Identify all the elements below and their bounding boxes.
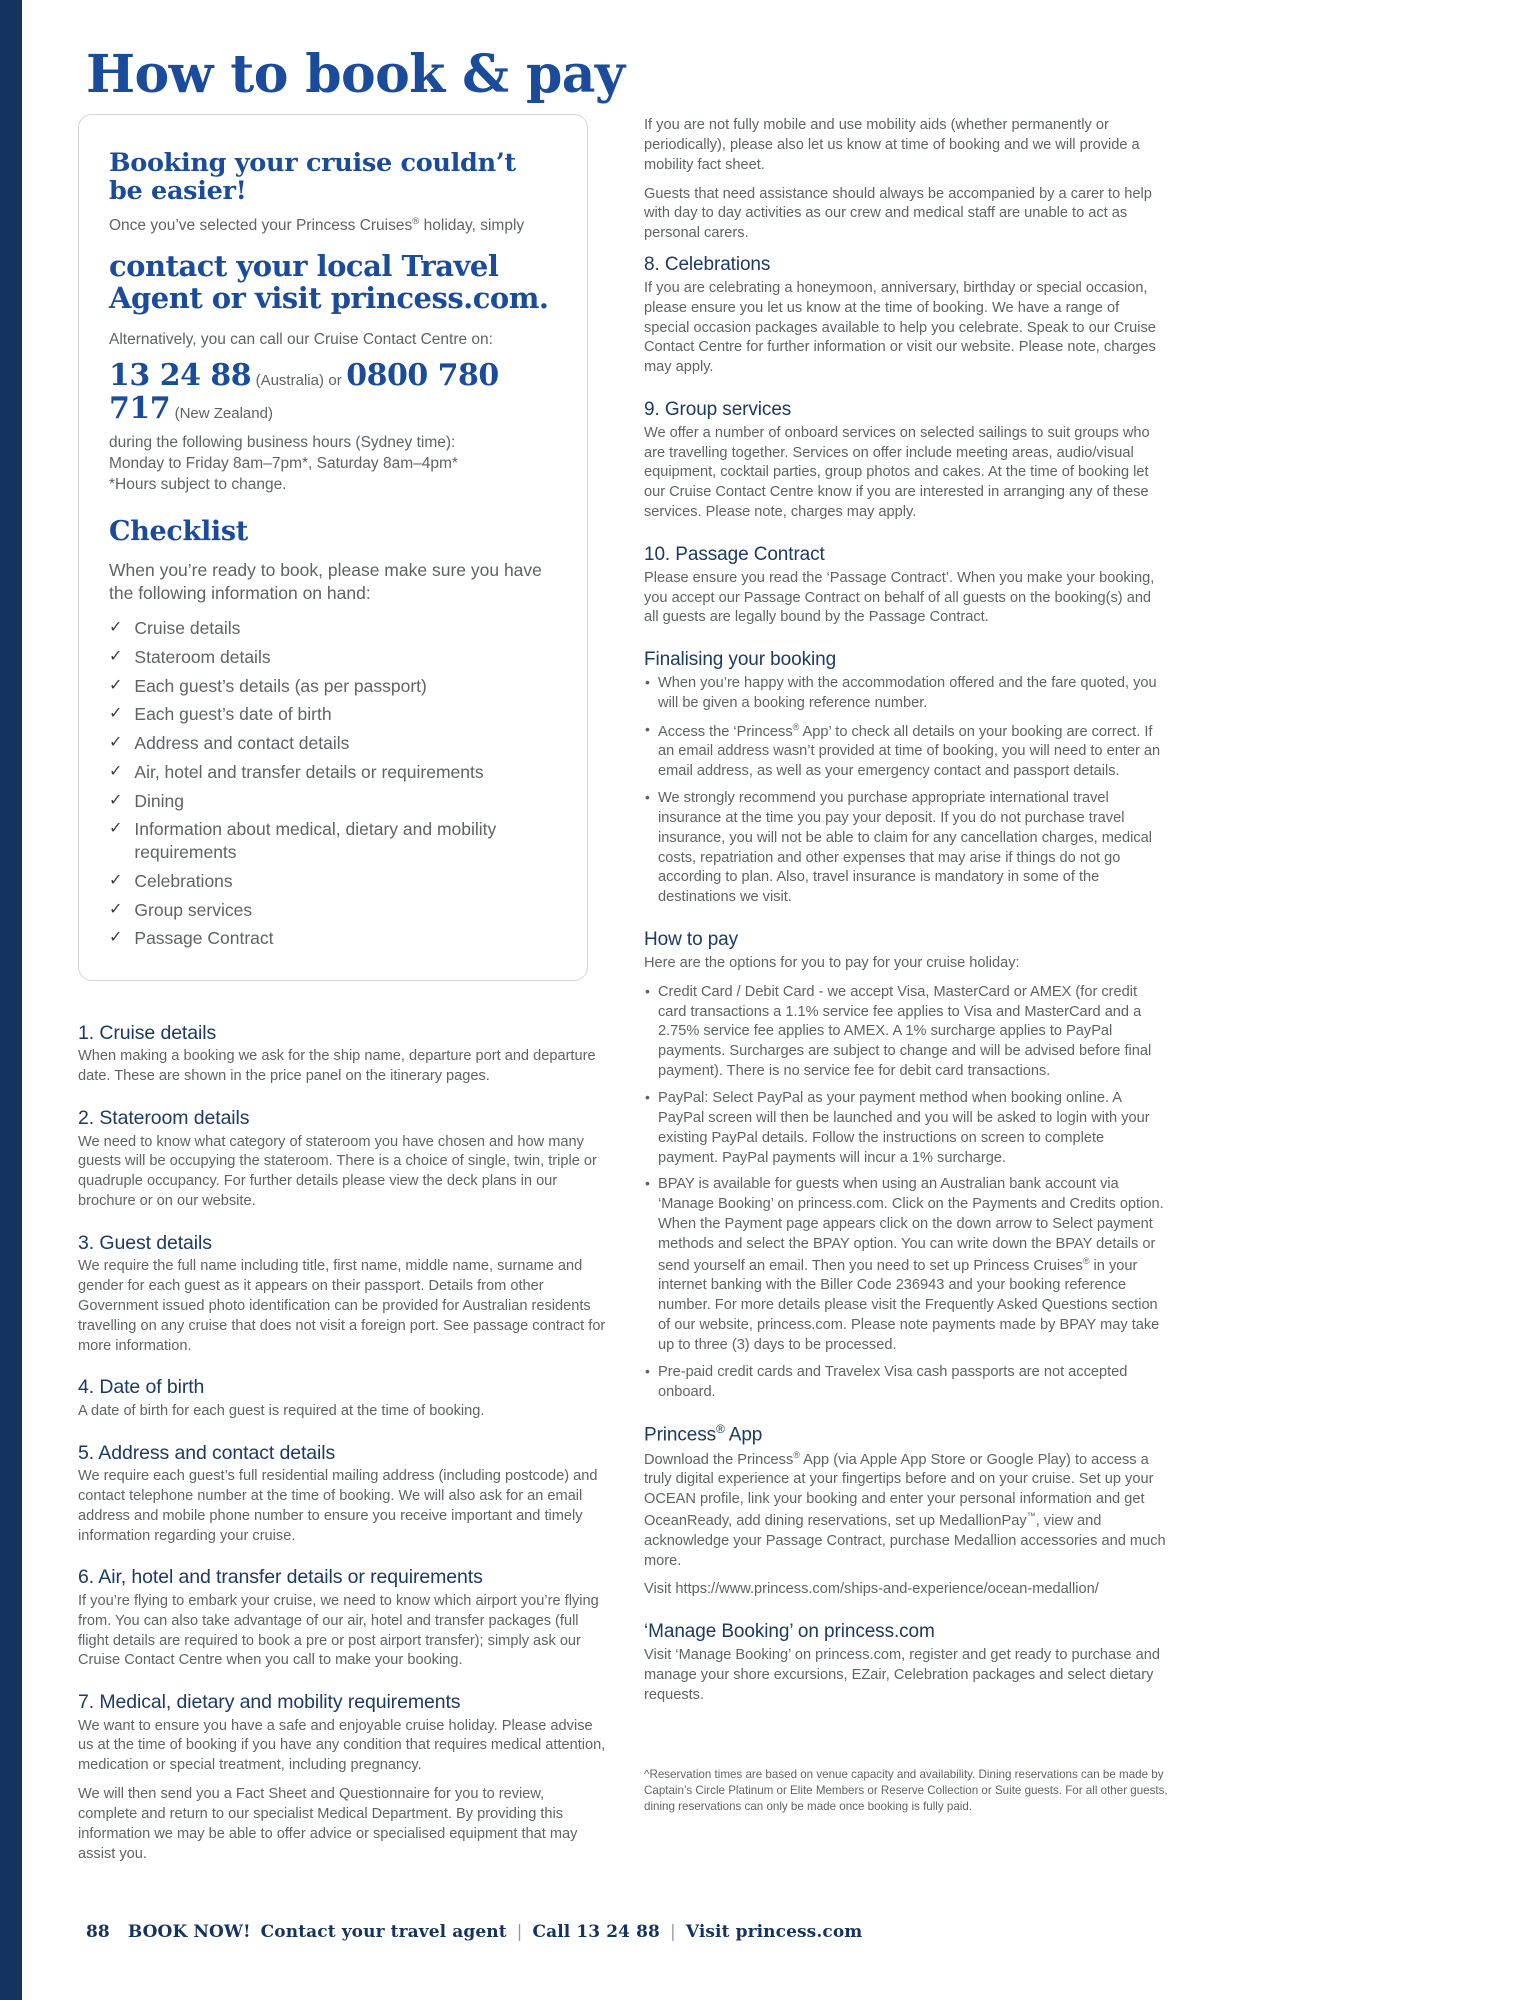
bullet-item: • Credit Card / Debit Card - we accept Visa, MasterCard or AMEX (for credit card transactions a 1.1% service fee applies to Visa and MasterCard and a 2.75% service fee applies to AMEX. A 1% surcharge applies to PayPal payments. Surcharges are subject to change and will be advised before final payment). There is no service fee for debit card transactions. — [644, 983, 1168, 1082]
intro-paragraph: If you are not fully mobile and use mobility aids (whether permanently or periodically), please also let us know at time of booking and we will provide a mobility fact sheet. — [644, 117, 1140, 173]
section-2 — [644, 398, 1168, 523]
section-paragraph: We require the full name including title, first name, middle name, surname and gender for each guest as it appears on their passport. Details from other Government issued photo identification can be provided for Australian residents travelling on any cruise that does not visit a foreign port. See passage contract for more information. — [78, 1258, 606, 1354]
section-heading: 9. Group services — [644, 399, 792, 421]
bullet-item: • PayPal: Select PayPal as your payment method when booking online. A PayPal screen will then be launched and you will be asked to login with your existing PayPal details. Follow the instructions on screen to complete payment. PayPal payments will incur a 1% surcharge. — [644, 1089, 1168, 1168]
bullet-item: • We strongly recommend you purchase appropriate international travel insurance at the time you pay your deposit. If you do not purchase travel insurance, you will not be able to claim for any cancellation charges, medical costs, repatriation and other expenses that may arise if things do not go according to plan. Also, travel insurance is mandatory in some of the destinations we visit. — [644, 789, 1168, 908]
section-paragraph: We will then send you a Fact Sheet and Questionnaire for you to review, complete and return to our specialist Medical Department. By providing this information we may be able to offer advice or specialised equipment that may assist you. — [78, 1786, 578, 1862]
business-hours — [109, 433, 557, 496]
checklist-item — [109, 617, 557, 640]
page-footer — [86, 1922, 862, 1942]
two-column-layout — [78, 114, 1458, 1864]
phone-newzealand[interactable]: 0800 780 717 — [109, 358, 499, 427]
footer-contact-agent: Contact your travel agent — [260, 1922, 507, 1942]
alternative-call-line: Alternatively, you can call our Cruise Contact Centre on: — [109, 330, 493, 348]
checklist-intro: When you’re ready to book, please make sure you have the following information on hand: — [109, 559, 542, 603]
checklist-item — [109, 927, 557, 950]
page-number: 88 — [86, 1922, 110, 1942]
phone-newzealand-label: (New Zealand) — [174, 405, 273, 423]
section-finalising-booking — [644, 648, 1168, 908]
section-heading: 4. Date of birth — [78, 1376, 205, 1399]
section-paragraph: We need to know what category of stateroom you have chosen and how many guests will be occupying the stateroom. There is a choice of single, twin, triple or quadruple occupancy. For further details please view the deck plans in our brochure or on our website. — [78, 1133, 597, 1210]
check-icon: ✓ — [109, 929, 123, 947]
checklist-item — [109, 761, 557, 784]
manage-booking-body — [644, 1646, 1168, 1706]
section-heading: 3. Guest details — [78, 1231, 212, 1254]
checklist-item — [109, 732, 557, 755]
booking-panel — [78, 114, 588, 981]
bullet-item: • Access the ‘Princess® App’ to check all details on your booking are correct. If an email address wasn’t provided at time of booking, you will need to enter an email address, as well as your emergency contact and passport details. — [644, 721, 1168, 782]
section-manage-booking — [644, 1620, 1168, 1705]
phone-australia-label: (Australia) — [255, 372, 324, 390]
right-column — [644, 114, 1168, 1864]
checklist-item — [109, 818, 557, 864]
checklist-item-label: Group services — [134, 899, 253, 920]
section-paragraph: When making a booking we ask for the ship name, departure port and departure date. These are shown in the price panel on the itinerary pages. — [78, 1048, 596, 1085]
bullet-item: • BPAY is available for guests when using an Australian bank account via ‘Manage Booking’ on princess.com. Click on the Payments and Credits option. When the Payment page appears click on the down arrow to Select payment methods and select the BPAY option. You can write down the BPAY details or send yourself an email. Then you need to set up Princess Cruises® in your internet banking with the Biller Code 236943 and your booking reference number. For more details please visit the Frequently Asked Questions section of our website, princess.com. Please note payments made by BPAY may take up to three (3) days to be processed. — [644, 1175, 1168, 1355]
check-icon: ✓ — [109, 676, 123, 694]
checklist-item-label: Address and contact details — [134, 733, 350, 754]
finalising-bullets — [644, 674, 1168, 908]
reservation-footnote: ^Reservation times are based on venue capacity and availability. Dining reservations can be made by Captain’s Circle Platinum or Elite Members or Reserve Collection or Suite guests. For all other guests, dining reservations can only be made once booking is fully paid. — [644, 1768, 1168, 1814]
check-icon: ✓ — [109, 900, 123, 918]
mobility-intro — [644, 116, 1168, 244]
left-numbered-sections — [78, 1021, 606, 1864]
body-paragraph: Visit https://www.princess.com/ships-and-experience/ocean-medallion/ — [644, 1581, 1099, 1598]
check-icon: ✓ — [109, 619, 123, 637]
princess-app-heading: Princess® App — [644, 1422, 763, 1445]
business-hours-line-2: Monday to Friday 8am–7pm*, Saturday 8am–4pm* — [109, 455, 458, 473]
finalising-heading: Finalising your booking — [644, 649, 837, 671]
checklist-item-label: Passage Contract — [134, 928, 274, 949]
business-hours-line-1: during the following business hours (Sydney time): — [109, 434, 456, 452]
phone-conjunction: or — [328, 372, 342, 390]
body-paragraph: Download the Princess® App (via Apple App Store or Google Play) to access a truly digital experience at your fingertips before and on your cruise. Set up your OCEAN profile, link your booking and enter your personal information and get OceanReady, add dining reservations, set up MedallionPay™, view and acknowledge your Passage Contract, purchase Medallion accessories and much more. — [644, 1449, 1166, 1569]
checklist-item-label: Celebrations — [134, 870, 233, 891]
check-icon: ✓ — [109, 820, 123, 838]
body-paragraph: Visit ‘Manage Booking’ on princess.com, register and get ready to purchase and manage your shore excursions, EZair, Celebration packages and select dietary requests. — [644, 1646, 1160, 1703]
section-heading: 1. Cruise details — [78, 1022, 217, 1045]
footer-visit[interactable]: Visit princess.com — [685, 1922, 863, 1942]
checklist-item-label: Cruise details — [134, 618, 241, 639]
section-princess-app — [644, 1423, 1168, 1601]
left-column — [78, 114, 606, 1864]
section-6 — [78, 1565, 606, 1671]
how-to-pay-lead: Here are the options for you to pay for your cruise holiday: — [644, 954, 1020, 971]
check-icon: ✓ — [109, 734, 123, 752]
checklist — [109, 617, 557, 950]
checklist-item — [109, 899, 557, 922]
manage-booking-heading: ‘Manage Booking’ on princess.com — [644, 1621, 935, 1643]
footer-separator-1: | — [516, 1922, 523, 1942]
booking-panel-heading: Booking your cruise couldn’t be easier! — [109, 148, 516, 207]
checklist-item — [109, 870, 557, 893]
princess-app-body — [644, 1449, 1168, 1601]
right-numbered-sections — [644, 253, 1168, 628]
section-5 — [78, 1441, 606, 1547]
bullet-item: • When you’re happy with the accommodation offered and the fare quoted, you will be given a booking reference number. — [644, 674, 1168, 714]
section-paragraph: Please ensure you read the ‘Passage Contract’. When you make your booking, you accept our Passage Contract on behalf of all guests on the booking(s) and all guests are legally bound by the Passage Contract. — [644, 569, 1155, 626]
page-title: How to book & pay — [86, 44, 625, 105]
section-paragraph: We offer a number of onboard services on selected sailings to suit groups who are travelling together. Services on offer include meeting areas, audio/visual equipment, cocktail parties, group photos and cakes. At the time of booking let our Cruise Contact Centre know if you are interested in arranging any of these services. Please note, charges may apply. — [644, 424, 1150, 521]
section-how-to-pay — [644, 928, 1168, 1402]
check-icon: ✓ — [109, 871, 123, 889]
section-heading: 5. Address and contact details — [78, 1441, 336, 1464]
checklist-item-label: Information about medical, dietary and mobility requirements — [134, 819, 497, 863]
section-4 — [78, 1375, 606, 1421]
checklist-item — [109, 646, 557, 669]
section-paragraph: If you are celebrating a honeymoon, anniversary, birthday or special occasion, please ensure you let us know at the time of booking. We have a range of special occasion packages available to help you celebrate. Speak to our Cruise Contact Centre for further information or visit our website. Please note, charges may apply. — [644, 279, 1156, 376]
section-3 — [644, 543, 1168, 628]
section-heading: 6. Air, hotel and transfer details or requirements — [78, 1566, 483, 1589]
how-to-pay-heading: How to pay — [644, 929, 739, 951]
section-1 — [78, 1021, 606, 1087]
check-icon: ✓ — [109, 705, 123, 723]
section-2 — [78, 1106, 606, 1212]
section-1 — [644, 253, 1168, 378]
checklist-item — [109, 703, 557, 726]
checklist-item-label: Dining — [134, 790, 185, 811]
check-icon: ✓ — [109, 647, 123, 665]
page-edge-bar — [0, 0, 22, 2000]
section-heading: 8. Celebrations — [644, 254, 771, 276]
checklist-item-label: Each guest’s details (as per passport) — [134, 675, 427, 696]
bullet-item: • Pre-paid credit cards and Travelex Visa cash passports are not accepted onboard. — [644, 1363, 1168, 1403]
page-content — [78, 0, 1458, 2000]
footer-call[interactable]: Call 13 24 88 — [532, 1922, 660, 1942]
checklist-item-label: Stateroom details — [134, 646, 271, 667]
section-3 — [78, 1231, 606, 1357]
section-paragraph: A date of birth for each guest is required at the time of booking. — [78, 1402, 485, 1419]
section-heading: 2. Stateroom details — [78, 1107, 250, 1130]
checklist-item-label: Air, hotel and transfer details or requirements — [134, 761, 484, 782]
booking-panel-cta: contact your local Travel Agent or visit princess.com. — [109, 248, 549, 316]
check-icon: ✓ — [109, 762, 123, 780]
footer-book-now: BOOK NOW! — [127, 1922, 251, 1942]
how-to-pay-bullets — [644, 983, 1168, 1403]
business-hours-footnote: *Hours subject to change. — [109, 475, 287, 493]
phone-australia[interactable]: 13 24 88 — [109, 358, 252, 394]
checklist-item — [109, 790, 557, 813]
booking-panel-intro: Once you’ve selected your Princess Cruises® holiday, simply — [109, 216, 525, 235]
section-heading: 7. Medical, dietary and mobility requirements — [78, 1691, 461, 1714]
check-icon: ✓ — [109, 791, 123, 809]
section-paragraph: We want to ensure you have a safe and enjoyable cruise holiday. Please advise us at the time of booking if you have any condition that requires medical attention, medication or special treatment, including pregnancy. — [78, 1717, 606, 1774]
checklist-heading: Checklist — [109, 515, 248, 547]
footer-separator-2: | — [670, 1922, 676, 1942]
section-paragraph: We require each guest’s full residential mailing address (including postcode) and contact telephone number at the time of booking. We will also ask for an email address and mobile phone number to ensure you receive important and timely information regarding your cruise. — [78, 1468, 598, 1544]
checklist-item — [109, 675, 557, 698]
intro-paragraph: Guests that need assistance should always be accompanied by a carer to help with day to day activities as our crew and medical staff are unable to act as personal carers. — [644, 185, 1152, 242]
section-heading: 10. Passage Contract — [644, 544, 825, 565]
section-paragraph: If you’re flying to embark your cruise, we need to know which airport you’re flying from. You can also take advantage of our air, hotel and transfer packages (full flight details are required to book a pre or post airport transfer); simply ask our Cruise Contact Centre when you call to make your booking. — [78, 1592, 599, 1669]
phone-numbers — [109, 359, 557, 425]
section-7 — [78, 1690, 606, 1864]
checklist-item-label: Each guest’s date of birth — [134, 704, 332, 725]
